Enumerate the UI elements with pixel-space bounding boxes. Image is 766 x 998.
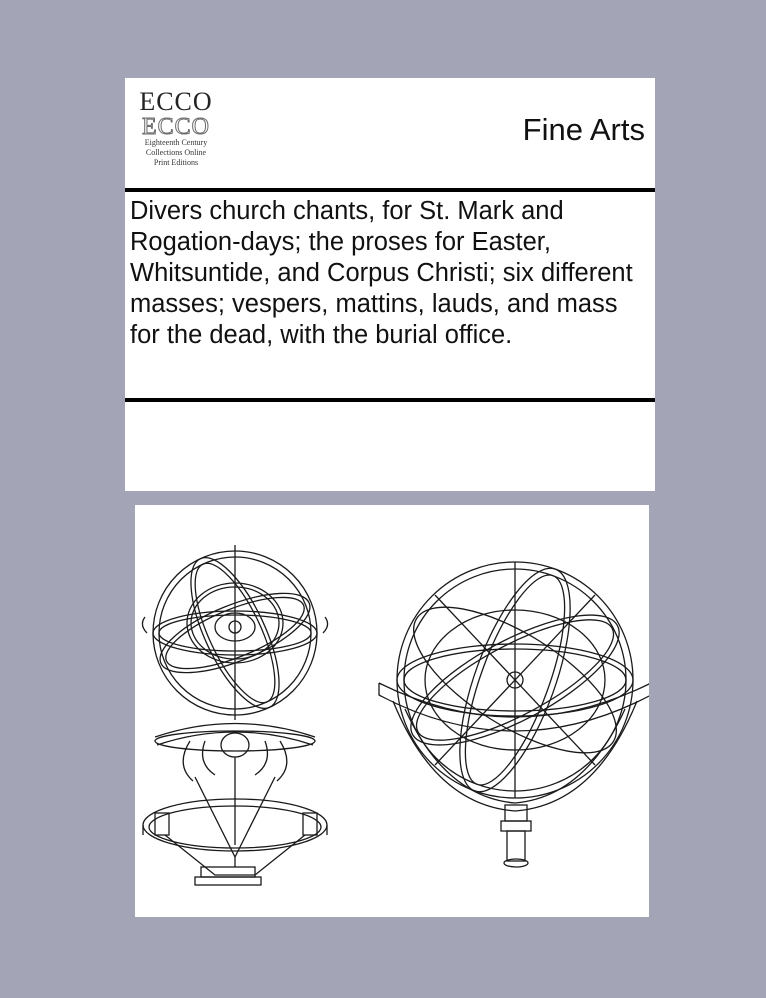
logo-line-3: Print Editions	[153, 158, 199, 167]
logo-wordmark-outline: ECCO	[141, 114, 210, 140]
armillary-spheres-engraving	[135, 505, 649, 917]
top-rule	[125, 188, 655, 192]
illustration-panel	[135, 505, 649, 917]
logo-line-1: Eighteenth Century	[144, 138, 208, 147]
bottom-rule	[125, 398, 655, 402]
ecco-logo	[138, 88, 214, 184]
armillary-sphere-on-stand	[142, 545, 327, 885]
cover-title-panel	[125, 78, 655, 491]
armillary-sphere-with-base	[379, 555, 649, 867]
category-label: Fine Arts	[522, 112, 645, 147]
logo-line-2: Collections Online	[145, 148, 207, 157]
logo-wordmark: ECCO	[139, 87, 213, 116]
book-title: Divers church chants, for St. Mark and Rogation-days; the proses for Easter, Whitsuntide, and Corpus Christi; six different masses; vespers, mattins, lauds, and mass for the dead, with the burial office.	[130, 197, 633, 349]
